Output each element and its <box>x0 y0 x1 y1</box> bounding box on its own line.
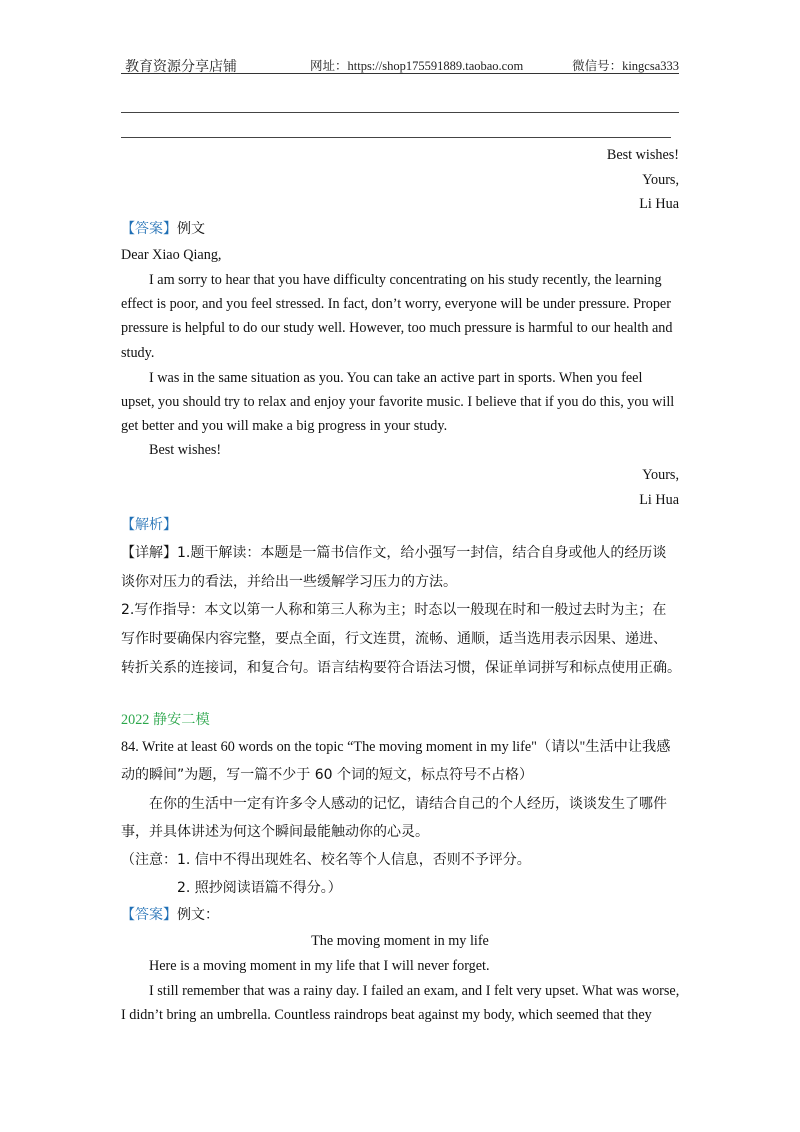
answer-heading <box>121 220 681 238</box>
question-line: 动的瞬间”为题，写一篇不少于 60 个词的短文，标点符号不占格） <box>121 767 533 783</box>
writing-line <box>121 137 671 138</box>
header-shop-name: 教育资源分享店铺 <box>125 59 237 75</box>
paragraph-line: pressure is helpful to do our study well. However, too much pressure is harmful to our health and <box>121 320 673 336</box>
paragraph-line: I am sorry to hear that you have difficulty concentrating on his study recently, the learning <box>149 272 662 288</box>
essay-line: Here is a moving moment in my life that I will never forget. <box>149 958 490 974</box>
header-wechat: 微信号：kingcsa333 <box>572 59 679 73</box>
essay-line: I still remember that was a rainy day. I failed an exam, and I felt very upset. What was worse, <box>149 983 680 999</box>
detail-text: 1.题干解读：本题是一篇书信作文，给小强写一封信，结合自身或他人的经历谈 <box>177 545 667 561</box>
paragraph-line: I was in the same situation as you. You can take an active part in sports. When you feel <box>149 370 643 386</box>
answer-tag-text: 例文： <box>177 907 219 923</box>
essay-title: The moving moment in my life <box>311 933 489 949</box>
letter-signature: Li Hua <box>639 196 679 212</box>
answer-tag: 【答案】 <box>121 221 177 237</box>
paragraph-line: study. <box>121 345 155 361</box>
page-header <box>121 56 679 74</box>
answer-heading <box>121 906 681 924</box>
analysis-detail-line: 转折关系的连接词，和复合句。语言结构要符合语法习惯，保证单词拼写和标点使用正确。 <box>121 660 681 676</box>
question-line: 在你的生活中一定有许多令人感动的记忆，请结合自己的个人经历，谈谈发生了哪件 <box>149 796 667 812</box>
analysis-tag: 【解析】 <box>121 517 177 533</box>
header-url: 网址：https://shop175591889.taobao.com <box>310 59 524 73</box>
letter-yours: Yours, <box>642 467 679 483</box>
analysis-detail-line: 写作时要确保内容完整，要点全面，行文连贯，流畅、通顺，适当选用表示因果、递进、 <box>121 631 667 647</box>
letter-signature: Li Hua <box>639 492 679 508</box>
question-line: 84. Write at least 60 words on the topic “The moving moment in my life"（请以"生活中让我感 <box>121 739 671 755</box>
question-line: 事，并具体讲述为何这个瞬间最能触动你的心灵。 <box>121 824 429 840</box>
answer-tag: 【答案】 <box>121 907 177 923</box>
note-line: 2. 照抄阅读语篇不得分。） <box>177 880 342 896</box>
answer-tag-text: 例文 <box>177 221 205 237</box>
letter-closing: Best wishes! <box>606 147 679 163</box>
header-divider <box>121 73 679 74</box>
analysis-detail-line <box>121 544 681 562</box>
writing-line <box>121 112 679 113</box>
paragraph-line: effect is poor, and you feel stressed. In fact, don’t worry, everyone will be under pressure. Proper <box>121 296 671 312</box>
letter-greeting: Dear Xiao Qiang, <box>121 247 222 263</box>
analysis-detail-line: 2.写作指导：本文以第一人称和第三人称为主；时态以一般现在时和一般过去时为主；在 <box>121 602 667 618</box>
paragraph-line: upset, you should try to relax and enjoy your favorite music. I believe that if you do this, you will <box>121 394 675 410</box>
essay-line: I didn’t bring an umbrella. Countless raindrops beat against my body, which seemed that they <box>121 1007 652 1023</box>
letter-closing: Best wishes! <box>149 442 222 458</box>
analysis-detail-line: 谈你对压力的看法，并给出一些缓解学习压力的方法。 <box>121 574 457 590</box>
letter-yours: Yours, <box>642 172 679 188</box>
exam-source: 2022 静安二模 <box>121 712 210 728</box>
note-line: （注意：1. 信中不得出现姓名、校名等个人信息，否则不予评分。 <box>121 852 531 868</box>
paragraph-line: get better and you will make a big progress in your study. <box>121 418 448 434</box>
detail-tag: 【详解】 <box>121 545 177 561</box>
